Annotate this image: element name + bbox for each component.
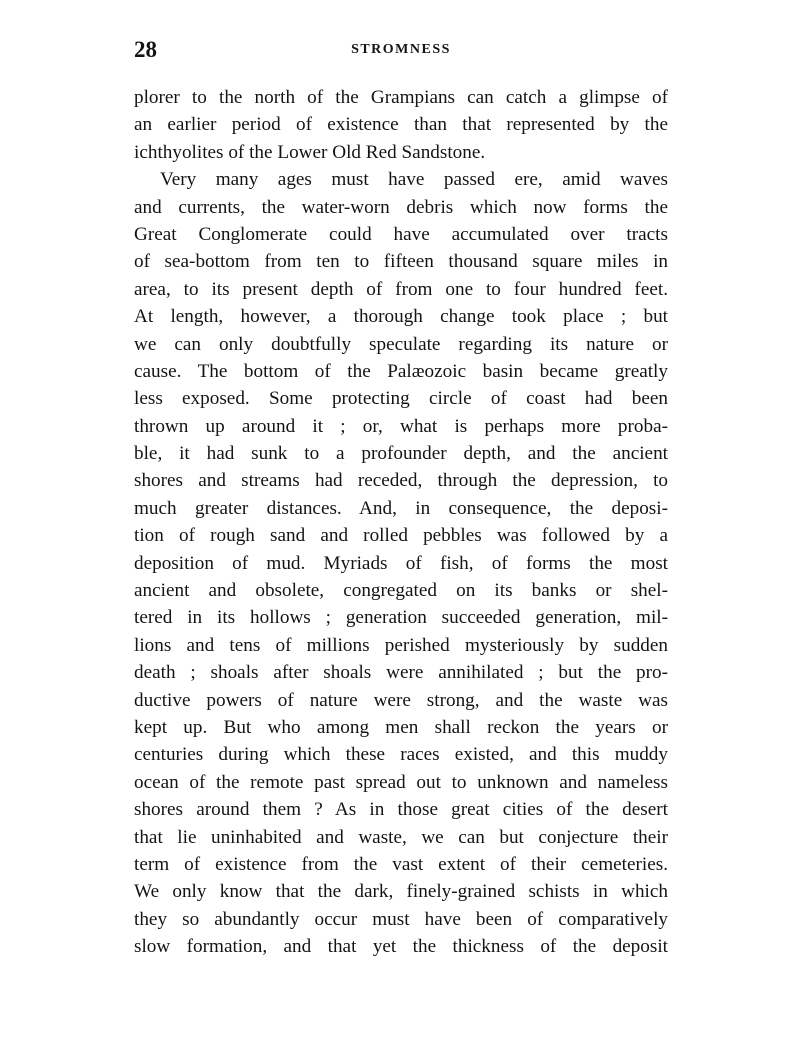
text-line: and currents, the water-worn debris which now forms the <box>134 196 668 218</box>
text-line: thrown up around it ; or, what is perhaps more proba- <box>134 415 668 437</box>
running-head <box>134 38 668 62</box>
text-line: tion of rough sand and rolled pebbles was followed by a <box>134 525 668 547</box>
text-line: tered in its hollows ; generation succeeded generation, mil- <box>134 607 668 629</box>
text-line: plorer to the north of the Grampians can catch a glimpse of <box>134 87 668 108</box>
text-line: less exposed. Some protecting circle of coast had been <box>134 388 668 410</box>
text-line: we can only doubtfully speculate regarding its nature or <box>134 333 668 355</box>
text-line: they so abundantly occur must have been of comparatively <box>134 908 668 930</box>
text-line: shores and streams had receded, through the depression, to <box>134 470 668 492</box>
text-line: shores around them ? As in those great cities of the desert <box>134 799 668 821</box>
text-line: death ; shoals after shoals were annihilated ; but the pro- <box>134 662 668 684</box>
text-line: At length, however, a thorough change took place ; but <box>134 306 668 328</box>
text-line: area, to its present depth of from one to four hundred feet. <box>134 278 668 300</box>
text-line: an earlier period of existence than that represented by the <box>134 114 668 136</box>
text-line: lions and tens of millions perished mysteriously by sudden <box>134 634 668 656</box>
text-line: ductive powers of nature were strong, and the waste was <box>134 689 668 711</box>
text-line: term of existence from the vast extent of their cemeteries. <box>134 853 668 875</box>
text-line: ancient and obsolete, congregated on its banks or shel- <box>134 580 668 602</box>
text-line: cause. The bottom of the Palæozoic basin became greatly <box>134 360 668 382</box>
text-line: kept up. But who among men shall reckon the years or <box>134 716 668 738</box>
text-line: We only know that the dark, finely-grained schists in which <box>134 881 668 903</box>
text-line: deposition of mud. Myriads of fish, of forms the most <box>134 552 668 574</box>
text-line: that lie uninhabited and waste, we can but conjecture their <box>134 826 668 848</box>
body-text <box>134 84 668 961</box>
running-title: STROMNESS <box>351 42 451 57</box>
text-line: ocean of the remote past spread out to unknown and nameless <box>134 771 668 793</box>
text-line: Very many ages must have passed ere, amid waves <box>160 169 668 191</box>
text-line: much greater distances. And, in consequence, the deposi- <box>134 497 668 519</box>
text-line: of sea-bottom from ten to fifteen thousand square miles in <box>134 251 668 273</box>
text-line: slow formation, and that yet the thickness of the deposit <box>134 936 668 958</box>
text-line: centuries during which these races existed, and this muddy <box>134 744 668 766</box>
text-line: ichthyolites of the Lower Old Red Sandstone. <box>134 141 486 163</box>
text-line: Great Conglomerate could have accumulated over tracts <box>134 223 668 245</box>
page-number: 28 <box>134 37 157 62</box>
text-line: ble, it had sunk to a profounder depth, and the ancient <box>134 443 668 465</box>
